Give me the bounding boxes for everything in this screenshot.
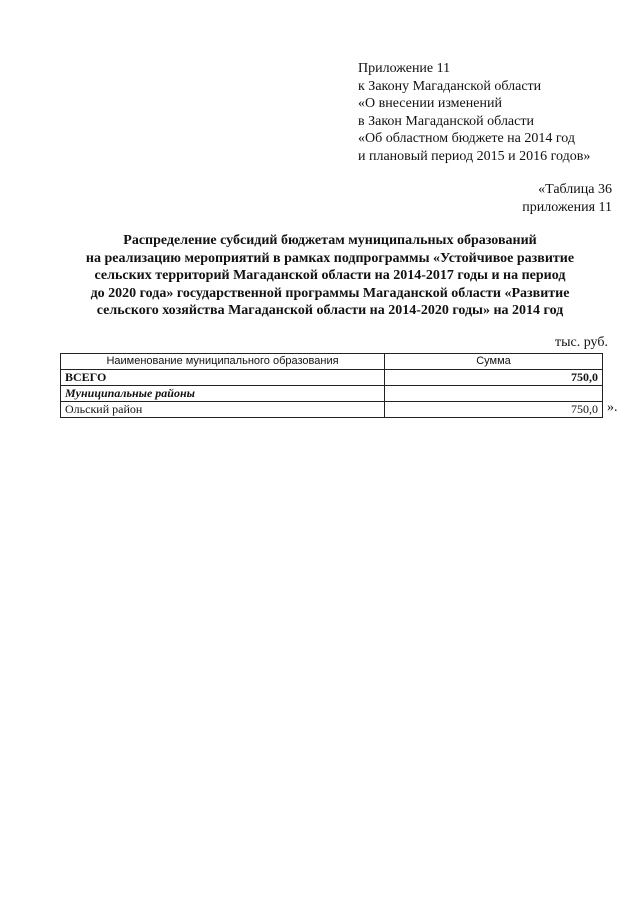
appendix-line: и плановый период 2015 и 2016 годов»	[358, 148, 591, 164]
row-municipality: Ольский район	[61, 402, 385, 418]
appendix-line: «О внесении изменений	[358, 96, 502, 111]
title-line: Распределение субсидий бюджетам муниципальных образований	[123, 233, 537, 248]
title-line: сельского хозяйства Магаданской области на 2014-2020 годы» на 2014 год	[96, 303, 564, 318]
header-municipality: Наименование муниципального образования	[61, 354, 385, 370]
header-amount: Сумма	[385, 354, 603, 370]
closing-quote: ».	[607, 400, 618, 415]
appendix-header	[358, 60, 628, 165]
title-line: до 2020 года» государственной программы Магаданской области «Развитие	[90, 285, 570, 301]
units-label: тыс. руб.	[555, 335, 608, 350]
document-title	[40, 232, 620, 320]
appendix-line: в Закон Магаданской области	[358, 113, 534, 129]
table-reference-line: приложения 11	[522, 199, 612, 215]
table-header-row	[61, 354, 603, 370]
section-row	[61, 386, 603, 402]
appendix-line: «Об областном бюджете на 2014 год	[358, 131, 575, 146]
section-label: Муниципальные районы	[61, 386, 385, 402]
total-amount: 750,0	[385, 370, 603, 386]
table-row	[61, 402, 603, 418]
section-amount-empty	[385, 386, 603, 402]
table-reference	[522, 181, 612, 216]
appendix-line: к Закону Магаданской области	[358, 78, 542, 94]
table-reference-line: «Таблица 36	[538, 182, 612, 197]
total-label: ВСЕГО	[61, 370, 385, 386]
distribution-table	[60, 353, 603, 418]
row-amount: 750,0	[385, 402, 603, 418]
total-row	[61, 370, 603, 386]
appendix-line: Приложение 11	[358, 61, 451, 76]
title-line: сельских территорий Магаданской области на 2014-2017 годы и на период	[94, 268, 566, 283]
title-line: на реализацию мероприятий в рамках подпрограммы «Устойчивое развитие	[85, 250, 575, 266]
